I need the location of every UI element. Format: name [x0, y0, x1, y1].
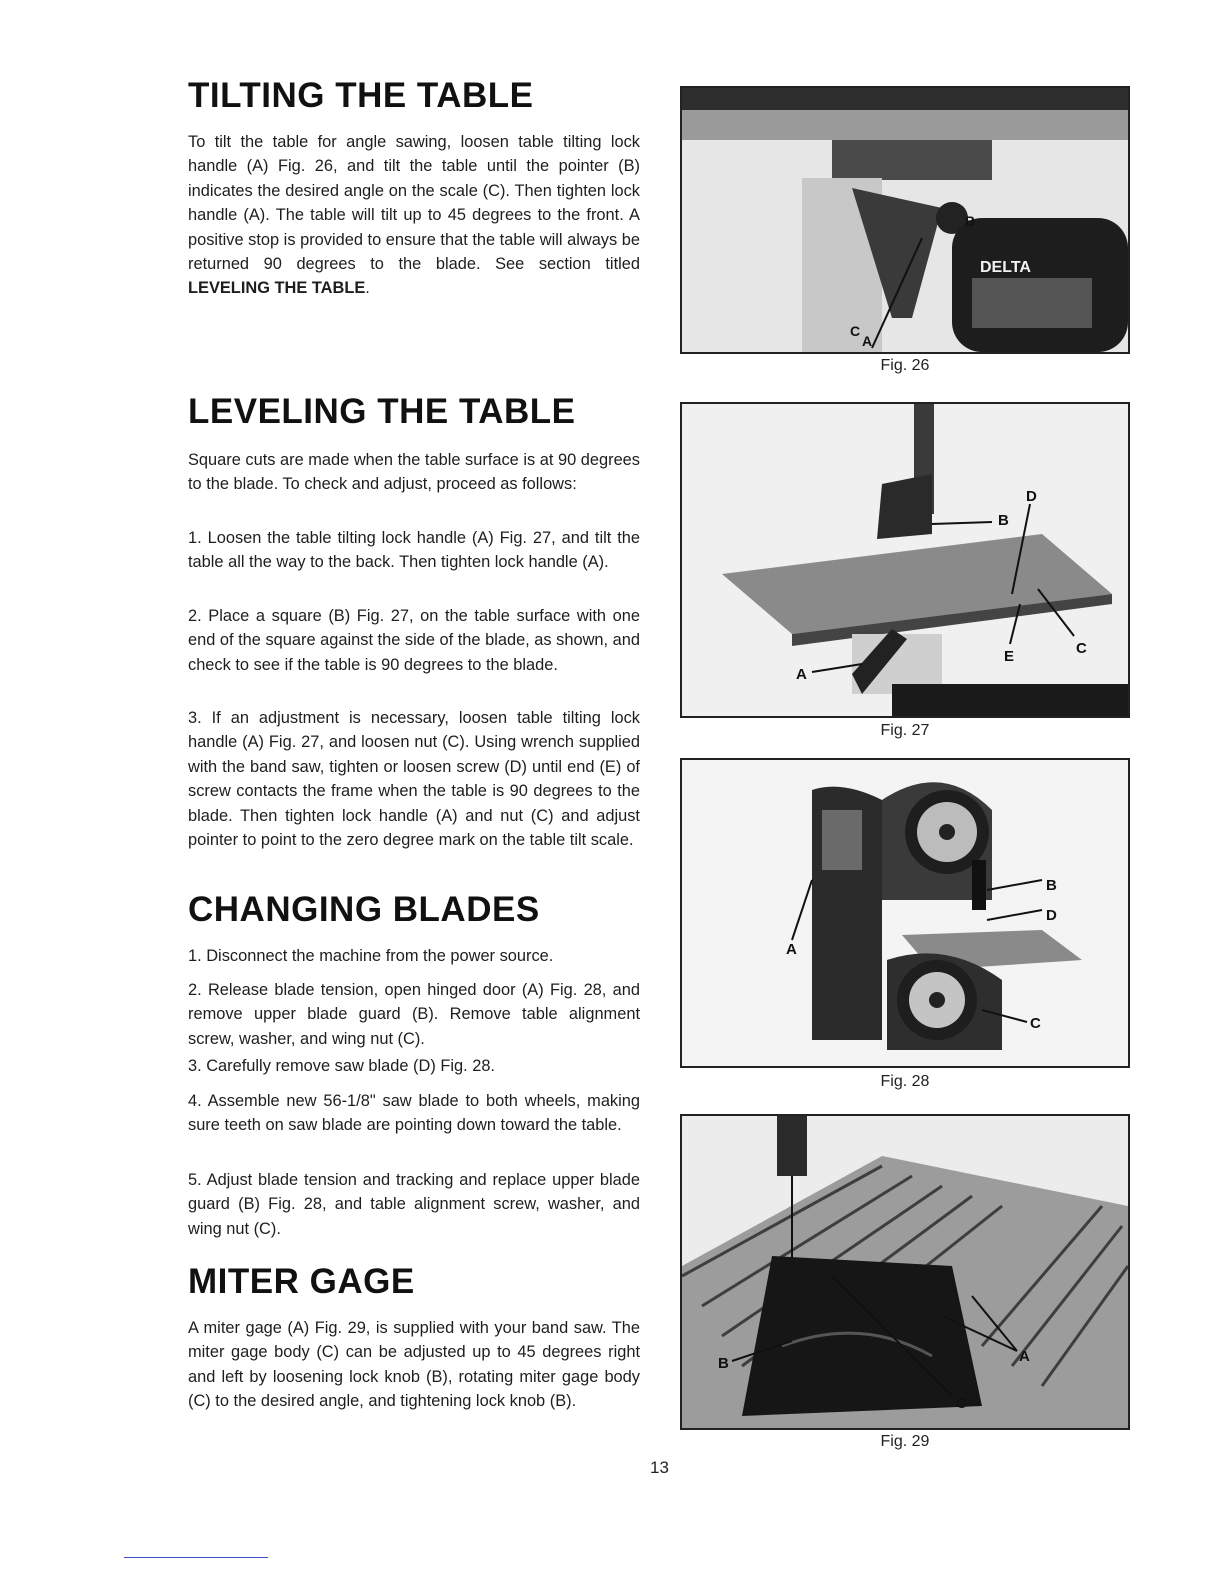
leveling-step-1: 1. Loosen the table tilting lock handle (A) Fig. 27, and tilt the table all the way to the back. Then tighten lock handle (A).: [188, 529, 640, 572]
heading-leveling-the-table: LEVELING THE TABLE: [188, 392, 576, 431]
tilting-xref: LEVELING THE TABLE: [188, 279, 366, 298]
fig28-label-c: C: [1030, 1015, 1041, 1032]
tilting-paragraph: [188, 130, 640, 301]
figure-27-caption: Fig. 27: [880, 722, 930, 739]
leveling-step-2: 2. Place a square (B) Fig. 27, on the table surface with one end of the square against the side of the blade, as shown, and check to see if the table is 90 degrees to the blade.: [188, 607, 640, 674]
fig28-label-b: B: [1046, 877, 1057, 894]
figure-28-photo: [680, 758, 1130, 1068]
figure-28-caption: Fig. 28: [880, 1073, 930, 1090]
miter-paragraph: A miter gage (A) Fig. 29, is supplied with your band saw. The miter gage body (C) can be adjusted up to 45 degrees right and left by loosening lock knob (B), rotating miter gage body (C) to the desired angle, and tightening lock knob (B).: [188, 1319, 640, 1411]
fig27-label-c: C: [1076, 640, 1087, 657]
page-number: 13: [650, 1458, 669, 1477]
heading-tilting-the-table: TILTING THE TABLE: [188, 76, 534, 115]
blades-step-3: 3. Carefully remove saw blade (D) Fig. 28.: [188, 1057, 495, 1075]
blades-step-4: 4. Assemble new 56-1/8" saw blade to both wheels, making sure teeth on saw blade are pointing down toward the table.: [188, 1092, 640, 1135]
fig27-label-e: E: [1004, 648, 1015, 665]
tilting-text: To tilt the table for angle sawing, loosen table tilting lock handle (A) Fig. 26, and tilt the table until the pointer (B) indicates the desired angle on the scale (C). Then tighten lock handle (A). The table will tilt up to 45 degrees to the front. A positive stop is provided to ensure that the table will always be returned 90 degrees to the blade. See section titled: [188, 133, 640, 274]
fig29-label-a: A: [1019, 1348, 1030, 1365]
fig26-label-b: B: [965, 213, 976, 229]
bottom-rule: [124, 1557, 268, 1558]
tilting-text-end: .: [365, 279, 370, 298]
blades-step-1: 1. Disconnect the machine from the power source.: [188, 947, 554, 965]
fig26-label-c: C: [850, 323, 861, 339]
figure-27-photo: [680, 402, 1130, 718]
fig29-label-b: B: [718, 1355, 729, 1372]
heading-changing-blades: CHANGING BLADES: [188, 890, 540, 929]
fig26-delta-logo: DELTA: [980, 259, 1031, 276]
heading-miter-gage: MITER GAGE: [188, 1262, 415, 1301]
figure-29-photo: [680, 1114, 1130, 1430]
figure-26-caption: Fig. 26: [880, 357, 930, 374]
figure-29-caption: Fig. 29: [880, 1433, 930, 1450]
fig28-label-a: A: [786, 941, 797, 958]
figure-26-photo: [680, 86, 1130, 354]
blades-step-2: 2. Release blade tension, open hinged door (A) Fig. 28, and remove upper blade guard (B). Remove table alignment screw, washer, and wing nut (C).: [188, 981, 640, 1048]
fig28-label-d: D: [1046, 907, 1057, 924]
blades-step-5: 5. Adjust blade tension and tracking and replace upper blade guard (B) Fig. 28, and table alignment screw, washer, and wing nut (C).: [188, 1171, 640, 1238]
fig27-label-d: D: [1026, 488, 1037, 505]
leveling-step-3: 3. If an adjustment is necessary, loosen table tilting lock handle (A) Fig. 27, and loosen nut (C). Using wrench supplied with the band saw, tighten or loosen screw (D) until end (E) of screw contacts the frame when the table is 90 degrees to the blade. Then tighten lock handle (A) and nut (C) and adjust pointer to point to the zero degree mark on the table tilt scale.: [188, 709, 640, 850]
fig27-label-b: B: [998, 512, 1009, 529]
leveling-intro: Square cuts are made when the table surface is at 90 degrees to the blade. To check and adjust, proceed as follows:: [188, 451, 640, 494]
fig26-label-a: A: [862, 333, 873, 349]
fig29-label-c: C: [956, 1395, 967, 1412]
fig27-label-a: A: [796, 666, 807, 683]
